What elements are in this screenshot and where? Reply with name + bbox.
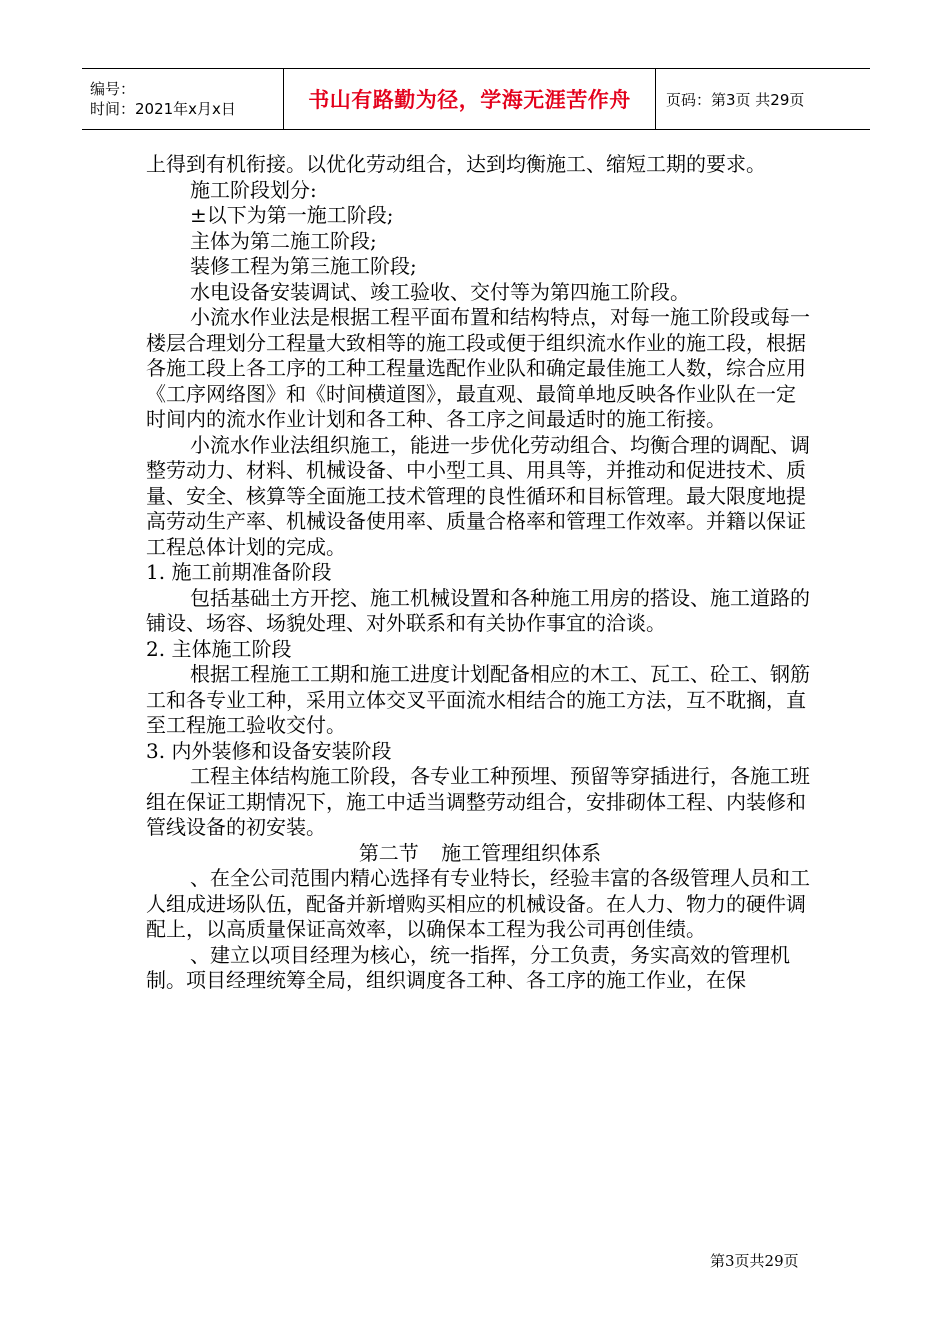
document-number-label: 编号：	[90, 80, 136, 98]
document-body	[146, 152, 814, 994]
header-page-info: 页码：第3页 共29页	[666, 90, 805, 109]
list-item: 水电设备安装调试、竣工验收、交付等为第四施工阶段。	[190, 279, 690, 304]
page-header	[82, 68, 870, 130]
paragraph: 小流水作业法组织施工，能进一步优化劳动组合、均衡合理的调配、调整劳动力、材料、机械设备、中小型工具、用具等，并推动和促进技术、质量、安全、核算等全面施工技术管理的良性循环和目标管理。最大限度地提高劳动生产率、机械设备使用率、质量合格率和管理工作效率。并籍以保证工程总体计划的完成。	[146, 432, 810, 559]
chapter-heading: 第二节 施工管理组织体系	[358, 840, 602, 865]
header-meta	[82, 69, 284, 129]
document-date: 时间：2021年x月x日	[90, 100, 236, 118]
list-item: ±以下为第一施工阶段;	[190, 203, 394, 227]
list-item: 装修工程为第三施工阶段;	[190, 254, 417, 278]
section-heading: 1. 施工前期准备阶段	[146, 560, 332, 584]
list-item: 主体为第二施工阶段;	[190, 228, 377, 253]
section-heading: 2. 主体施工阶段	[146, 636, 292, 661]
paragraph: 根据工程施工工期和施工进度计划配备相应的木工、瓦工、砼工、钢筋工和各专业工种，采用立体交叉平面流水相结合的施工方法，互不耽搁，直至工程施工验收交付。	[146, 662, 810, 737]
paragraph: 工程主体结构施工阶段，各专业工种预埋、预留等穿插进行，各施工班组在保证工期情况下，施工中适当调整劳动组合，安排砌体工程、内装修和管线设备的初安装。	[146, 764, 810, 839]
paragraph: 上得到有机衔接。以优化劳动组合，达到均衡施工、缩短工期的要求。	[146, 152, 766, 176]
header-motto: 书山有路勤为径，学海无涯苦作舟	[284, 69, 656, 129]
paragraph: 、在全公司范围内精心选择有专业特长，经验丰富的各级管理人员和工人组成进场队伍，配备并新增购买相应的机械设备。在人力、物力的硬件调配上，以高质量保证高效率，以确保本工程为我公司再创佳绩。	[146, 866, 810, 941]
paragraph: 包括基础土方开挖、施工机械设置和各种施工用房的搭设、施工道路的铺设、场容、场貌处理、对外联系和有关协作事宜的洽谈。	[146, 585, 810, 635]
paragraph: 小流水作业法是根据工程平面布置和结构特点，对每一施工阶段或每一楼层合理划分工程量大致相等的施工段或便于组织流水作业的施工段，根据各施工段上各工序的工种工程量选配作业队和确定最佳施工人数，综合应用《工序网络图》和《时间横道图》，最直观、最简单地反映各作业队在一定时间内的流水作业计划和各工种、各工序之间最适时的施工衔接。	[146, 305, 810, 431]
section-heading: 3. 内外装修和设备安装阶段	[146, 738, 392, 763]
page-footer: 第3页共29页	[710, 1252, 799, 1270]
paragraph: 、建立以项目经理为核心，统一指挥，分工负责，务实高效的管理机制。项目经理统筹全局，组织调度各工种、各工序的施工作业，在保	[146, 942, 790, 992]
paragraph: 施工阶段划分:	[190, 177, 317, 202]
